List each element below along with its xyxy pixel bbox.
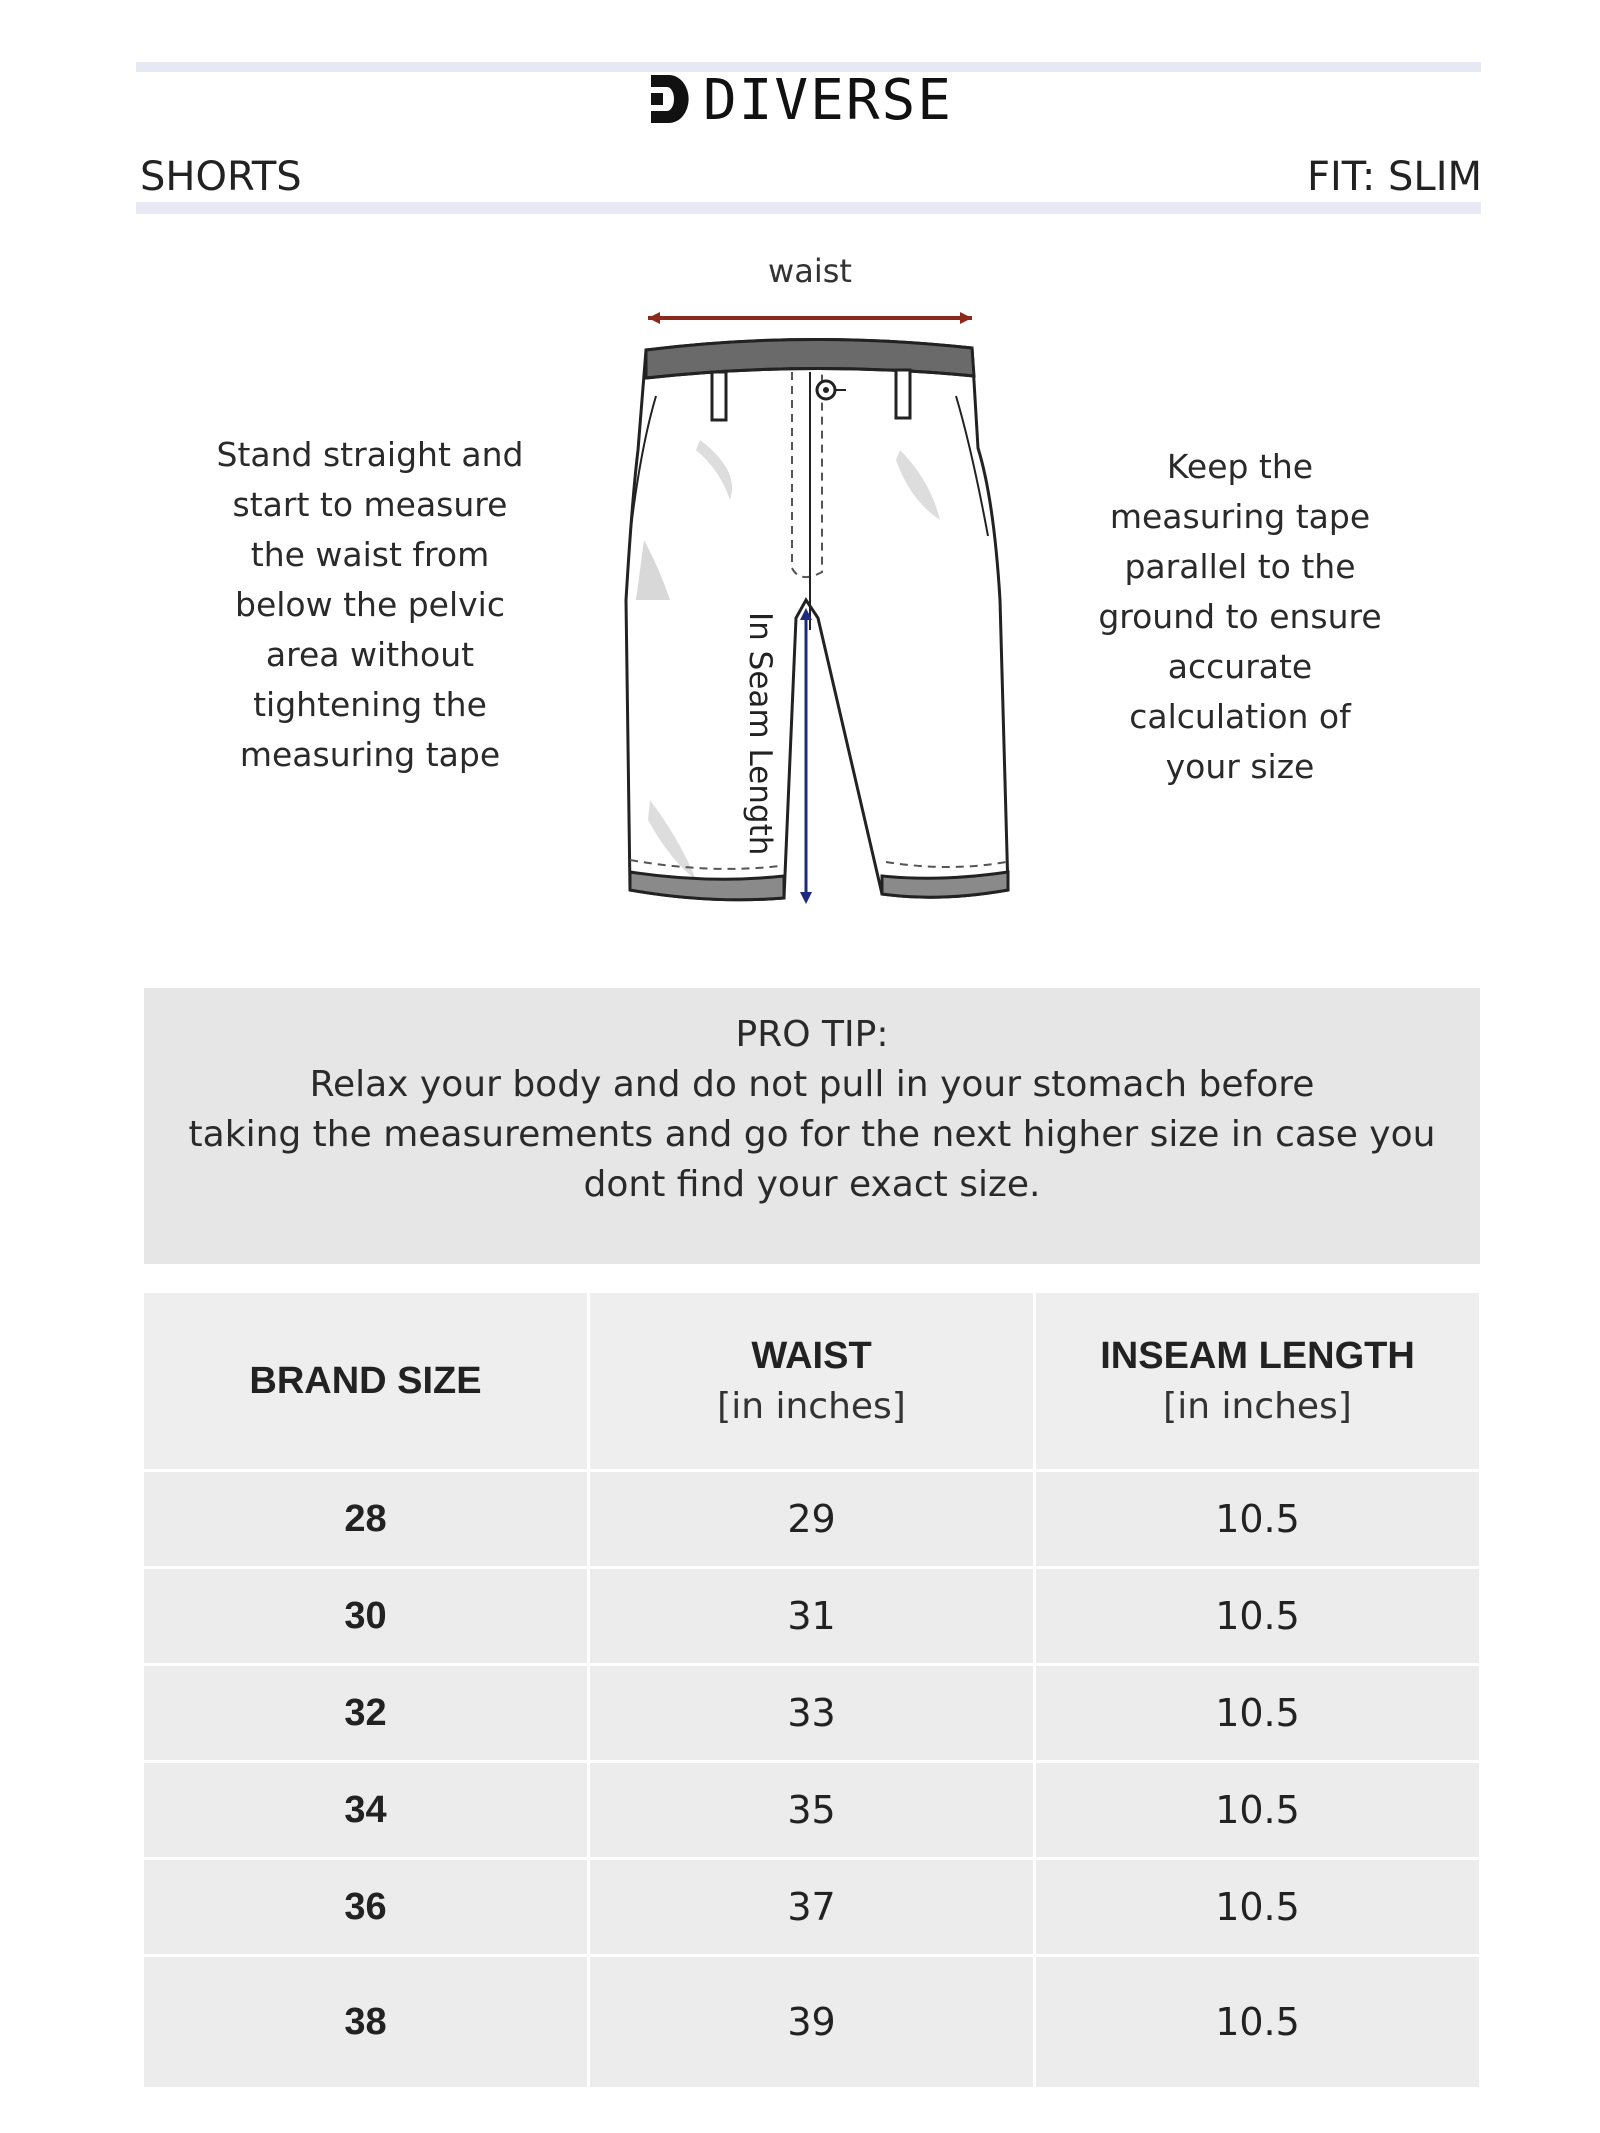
brand-size-cell: 28 [143,1471,589,1568]
product-category: SHORTS [140,154,302,200]
table-row [143,1568,1481,1665]
left-note-line: measuring tape [239,735,501,774]
left-note-line: below the pelvic [235,585,505,624]
inseam-cell: 10.5 [1035,1859,1481,1956]
left-note-line: tightening the [253,685,487,724]
header-brand-size [143,1292,589,1471]
header-inseam-length [1035,1292,1481,1471]
waist-arrow [648,312,972,324]
pro-tip-line: taking the measurements and go for the next higher size in case you [188,1114,1436,1155]
shorts-illustration [600,300,1020,920]
right-note-line: parallel to the [1124,547,1356,586]
waist-cell: 33 [589,1665,1035,1762]
header-bottom-rule [136,202,1481,214]
header-unit: [in inches] [1163,1386,1352,1427]
waist-cell: 35 [589,1762,1035,1859]
table-row [143,1665,1481,1762]
left-note-line: Stand straight and [216,435,524,474]
brand-size-cell: 34 [143,1762,589,1859]
brand-name: DIVERSE [702,68,953,133]
header-waist [589,1292,1035,1471]
brand-header [0,68,1600,148]
right-note-line: ground to ensure [1098,597,1382,636]
left-note-line: start to measure [232,485,508,524]
waist-cell: 37 [589,1859,1035,1956]
left-note-line: area without [265,635,475,674]
inseam-cell: 10.5 [1035,1568,1481,1665]
waist-label: waist [768,252,852,290]
pro-tip-title: PRO TIP: [735,1014,889,1055]
left-note-line: the waist from [250,535,490,574]
right-note-line: calculation of [1129,697,1351,736]
table-row [143,1471,1481,1568]
brand-size-cell: 38 [143,1956,589,2089]
inseam-cell: 10.5 [1035,1762,1481,1859]
shorts-outline [626,339,1008,899]
table-row [143,1762,1481,1859]
pro-tip-line: Relax your body and do not pull in your stomach before [309,1064,1315,1105]
inseam-cell: 10.5 [1035,1471,1481,1568]
brand-size-cell: 36 [143,1859,589,1956]
header-main: WAIST [751,1335,872,1377]
fit-label: FIT: [1306,154,1376,200]
header-main: INSEAM LENGTH [1100,1335,1415,1377]
inseam-arrow [800,608,812,904]
header-unit: [in inches] [717,1386,906,1427]
brand-size-cell: 32 [143,1665,589,1762]
waist-cell: 31 [589,1568,1035,1665]
inseam-cell: 10.5 [1035,1665,1481,1762]
fit-value: SLIM [1388,154,1482,200]
header-main: BRAND SIZE [249,1359,482,1402]
inseam-cell: 10.5 [1035,1956,1481,2089]
right-instruction [1070,442,1410,792]
fit-type [1307,154,1482,200]
inseam-label: In Seam Length [742,612,778,856]
table-row [143,1956,1481,2089]
waist-cell: 39 [589,1956,1035,2089]
pro-tip-box [144,988,1480,1264]
left-instruction [200,430,540,780]
table-header-row [143,1292,1481,1471]
brand-size-cell: 30 [143,1568,589,1665]
right-note-line: accurate [1167,647,1313,686]
waist-cell: 29 [589,1471,1035,1568]
brand-logo-icon [647,71,691,131]
table-row [143,1859,1481,1956]
right-note-line: your size [1165,747,1315,786]
size-chart-table [141,1290,1482,2090]
right-note-line: measuring tape [1109,497,1371,536]
right-note-line: Keep the [1166,447,1314,486]
pro-tip-line: dont find your exact size. [583,1164,1041,1205]
